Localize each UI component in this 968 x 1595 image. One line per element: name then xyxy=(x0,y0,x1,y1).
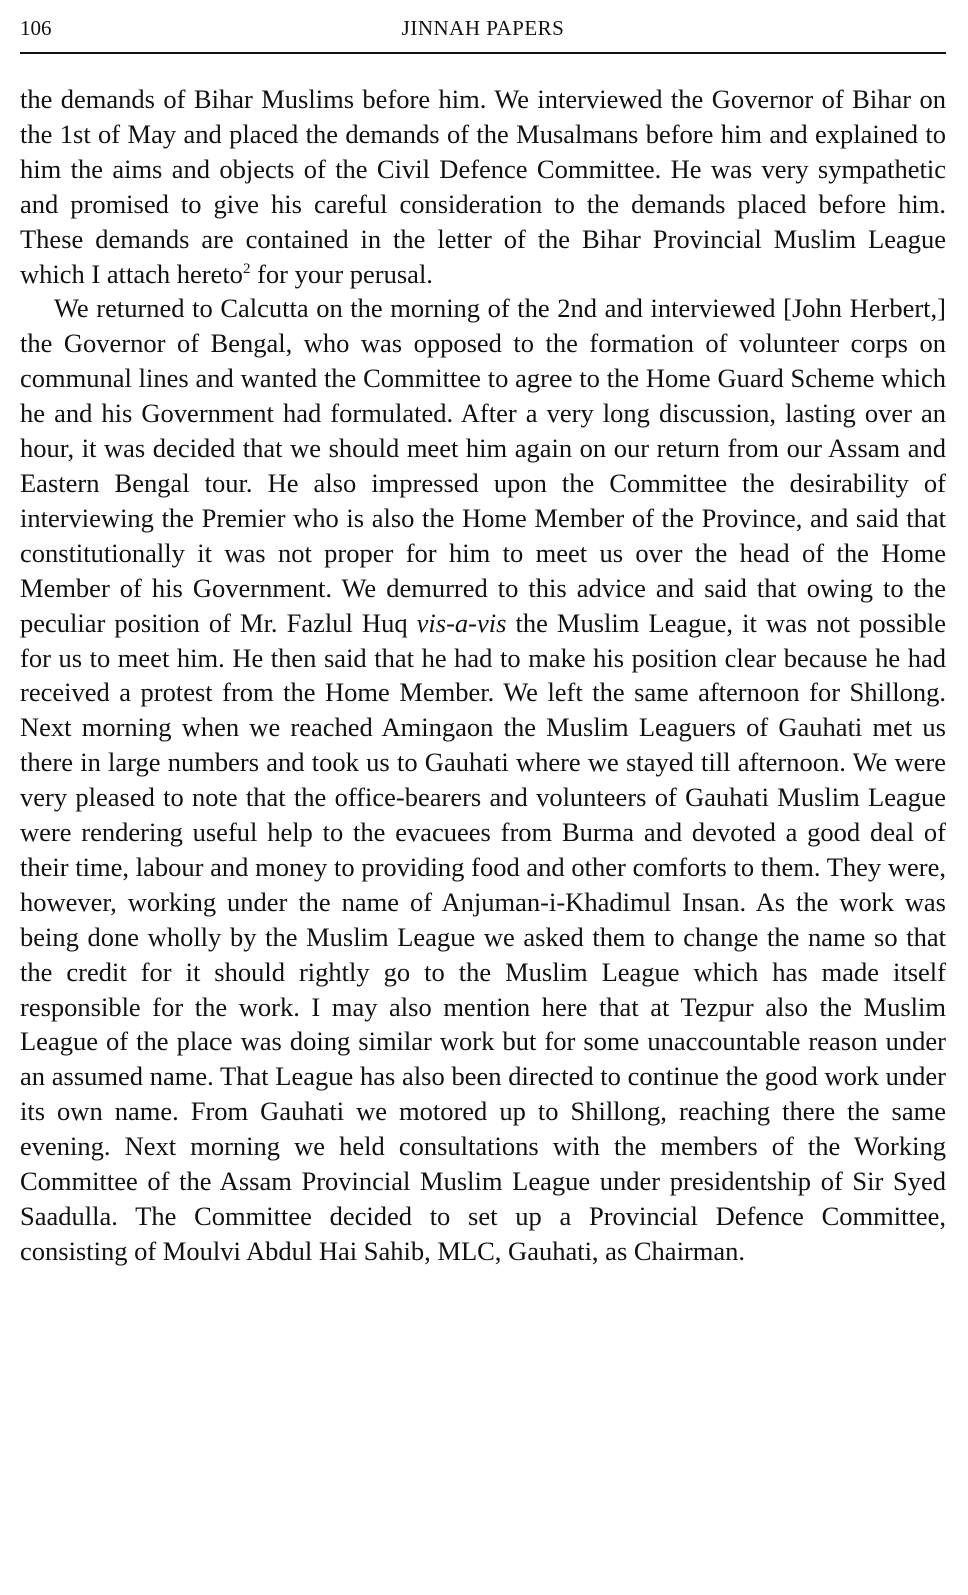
paragraph-text: the Muslim League, it was not possible for us to meet him. He then said that he had to make his position clear because he had received a protest from the Home Member. We left the same afternoon for Shillong. Next morning when we reached Amingaon the Muslim Leaguers of Gauhati met us there in large numbers and took us to Gauhati where we stayed till afternoon. We were very pleased to note that the office-bearers and volunteers of Gauhati Muslim League were rendering useful help to the evacuees from Burma and devoted a good deal of their time, labour and money to providing food and other comforts to them. They were, however, working under the name of Anjuman-i-Khadimul Insan. As the work was being done wholly by the Muslim League we asked them to change the name so that the credit for it should rightly go to the Muslim League which has made itself responsible for the work. I may also mention here that at Tezpur also the Muslim League of the place was doing similar work but for some unaccountable reason under an assumed name. That League has also been directed to continue the good work under its own name. From Gauhati we motored up to Shillong, reaching there the same evening. Next morning we held consultations with the members of the Working Committee of the Assam Provincial Muslim League under presidentship of Sir Syed Saadulla. The Committee decided to set up a Provincial Defence Committee, consisting of Moulvi Abdul Hai Sahib, MLC, Gauhati, as Chairman. xyxy=(20,607,946,1266)
body-text xyxy=(20,82,946,1269)
running-title: JINNAH PAPERS xyxy=(401,16,565,40)
paragraph-text: We returned to Calcutta on the morning of the 2nd and interviewed [John Herbert,] the Governor of Bengal, who was opposed to the formation of volunteer corps on communal lines and wanted the Committee to agree to the Home Guard Scheme which he and his Government had formulated. After a very long discussion, lasting over an hour, it was decided that we should meet him again on our return from our Assam and Eastern Bengal tour. He also impressed upon the Committee the desirability of interviewing the Premier who is also the Home Member of the Province, and said that constitutionally it was not proper for him to meet us over the head of the Home Member of his Government. We demurred to this advice and said that owing to the peculiar position of Mr. Fazlul Huq xyxy=(20,293,946,638)
paragraph-text: for your perusal. xyxy=(250,258,433,289)
header-rule xyxy=(20,52,946,54)
paragraph-calcutta-visit xyxy=(20,291,946,1268)
running-head xyxy=(20,12,946,46)
paragraph-continued xyxy=(20,82,946,291)
footnote-reference: 2 xyxy=(242,260,251,277)
paragraph-text: the demands of Bihar Muslims before him. We interviewed the Governor of Bihar on the 1st of May and placed the demands of the Musalmans before him and explained to him the aims and objects of the Civil Defence Committee. He was very sympathetic and promised to give his careful consideration to the demands placed before him. These demands are contained in the letter of the Bihar Provincial Muslim League which I attach hereto xyxy=(20,84,946,289)
page-number: 106 xyxy=(20,16,52,40)
italic-phrase: vis-a-vis xyxy=(416,607,507,638)
